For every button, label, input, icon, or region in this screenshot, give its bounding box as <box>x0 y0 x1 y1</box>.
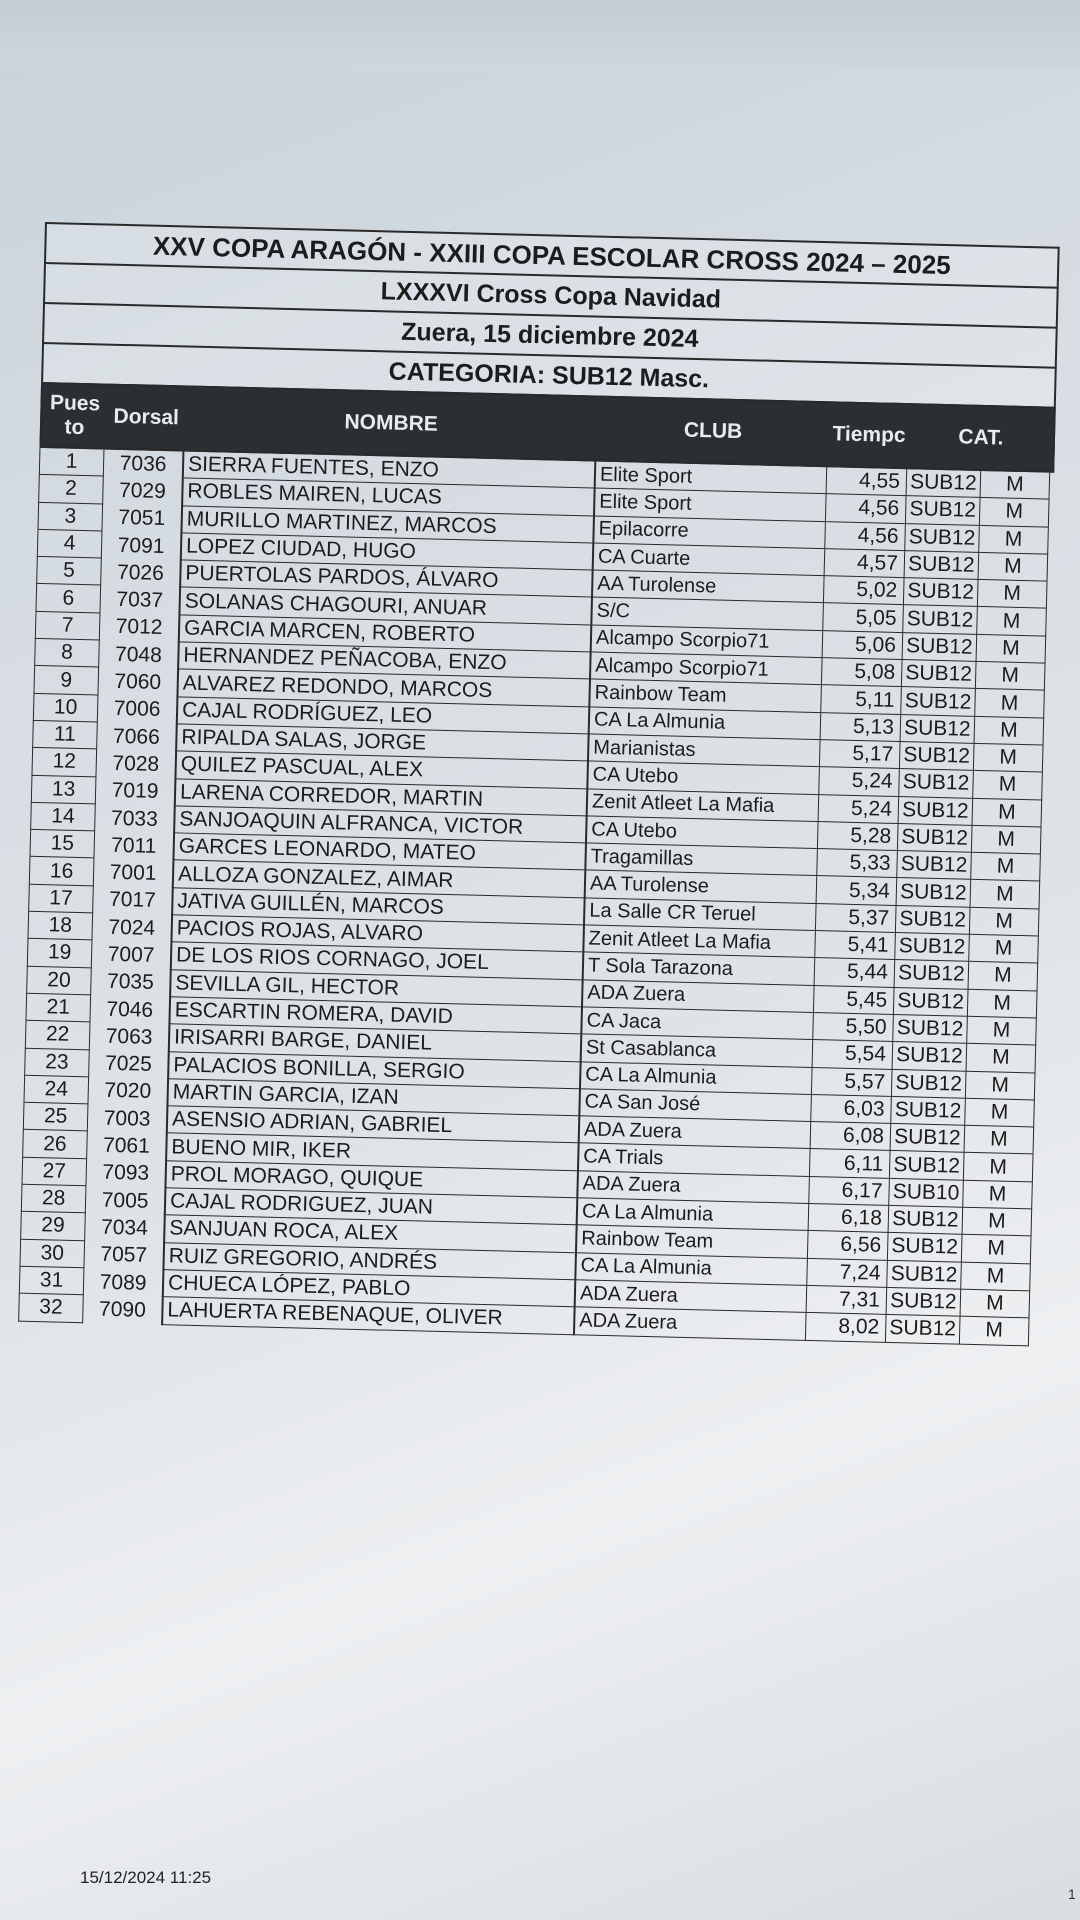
cell-cat: SUB12 <box>896 878 971 907</box>
cell-club: Zenit Atleet La Mafia <box>586 789 819 822</box>
cell-cat: SUB12 <box>894 933 969 962</box>
cell-cat: SUB12 <box>891 1069 966 1098</box>
cell-puesto: 20 <box>26 966 92 995</box>
cell-nombre: PUERTOLAS PARDOS, ÁLVARO <box>179 561 592 598</box>
cell-cat: SUB10 <box>888 1179 963 1208</box>
cell-dorsal: 7036 <box>119 451 167 476</box>
cell-nombre: BUENO MIR, IKER <box>165 1134 578 1171</box>
cell-puesto: 30 <box>19 1239 85 1268</box>
cell-cat: SUB12 <box>894 960 969 989</box>
cell-dorsal: 7006 <box>113 697 161 722</box>
cell-puesto: 14 <box>30 803 96 832</box>
cell-sexo: M <box>962 1180 1033 1209</box>
cell-dorsal: 7024 <box>108 915 156 940</box>
cell-nombre: MURILLO MARTINEZ, MARCOS <box>180 506 593 543</box>
cell-dorsal: 7003 <box>103 1106 151 1131</box>
cell-cat: SUB12 <box>893 988 968 1017</box>
background-band <box>0 0 1080 70</box>
cell-nombre: SIERRA FUENTES, ENZO <box>182 451 595 488</box>
cell-cat: SUB12 <box>886 1260 961 1289</box>
cell-sexo: M <box>964 1099 1035 1128</box>
cell-club: CA Utebo <box>586 762 819 795</box>
cell-nombre: GARCES LEONARDO, MATEO <box>172 833 585 870</box>
cell-club: Rainbow Team <box>575 1226 808 1259</box>
cell-puesto: 3 <box>37 503 103 532</box>
cell-nombre: ALLOZA GONZALEZ, AIMAR <box>172 861 585 898</box>
cell-dorsal: 7048 <box>114 642 163 667</box>
cell-tiempo: 4,56 <box>825 494 906 523</box>
cell-puesto: 27 <box>21 1157 87 1186</box>
cell-dorsal: 7057 <box>100 1242 148 1268</box>
cell-dorsal: 7029 <box>118 478 167 503</box>
cell-club: AA Turolense <box>591 571 824 604</box>
header-tiempo: Tiempc <box>832 422 906 448</box>
cell-club: Epilacorre <box>592 516 825 549</box>
cell-tiempo: 5,02 <box>823 576 904 605</box>
cell-nombre: HERNANDEZ PEÑACOBA, ENZO <box>177 642 590 679</box>
cell-dorsal: 7093 <box>102 1161 150 1186</box>
cell-puesto: 26 <box>22 1130 88 1159</box>
cell-puesto: 5 <box>36 557 102 586</box>
cell-dorsal: 7012 <box>115 615 163 640</box>
cell-sexo: M <box>968 935 1039 964</box>
results-table-body <box>18 448 1054 1346</box>
cell-sexo: M <box>978 553 1049 582</box>
cell-tiempo: 5,17 <box>819 740 900 769</box>
cell-club: Marianistas <box>587 734 820 767</box>
cell-club: Alcampo Scorpio71 <box>589 653 822 686</box>
cell-sexo: M <box>972 771 1043 800</box>
cell-nombre: LARENA CORREDOR, MARTIN <box>174 779 587 816</box>
cell-sexo: M <box>979 498 1050 527</box>
cell-tiempo: 6,11 <box>809 1149 890 1178</box>
cell-nombre: CHUECA LÓPEZ, PABLO <box>162 1270 575 1307</box>
cell-dorsal: 7035 <box>106 970 155 995</box>
cell-sexo: M <box>978 526 1049 555</box>
cell-tiempo: 5,50 <box>812 1013 893 1042</box>
cell-tiempo: 8,02 <box>805 1313 886 1342</box>
cell-sexo: M <box>969 908 1040 937</box>
cell-nombre: CAJAL RODRÍGUEZ, LEO <box>176 697 589 734</box>
cell-club: CA Trials <box>577 1144 810 1177</box>
cell-tiempo: 5,05 <box>822 604 903 633</box>
cell-dorsal: 7063 <box>105 1024 153 1049</box>
cell-cat: SUB12 <box>888 1206 963 1235</box>
cell-sexo: M <box>975 662 1046 691</box>
cell-puesto: 11 <box>32 721 98 750</box>
cell-club: T Sola Tarazona <box>582 953 815 986</box>
cell-sexo: M <box>963 1153 1034 1182</box>
cell-cat: SUB12 <box>900 715 975 744</box>
cell-club: Elite Sport <box>594 461 827 494</box>
cell-dorsal: 7011 <box>110 833 157 858</box>
cell-sexo: M <box>973 744 1044 773</box>
cell-club: ADA Zuera <box>574 1280 807 1313</box>
cell-dorsal: 7026 <box>116 560 165 585</box>
cell-club: CA Utebo <box>585 816 818 849</box>
cell-puesto: 15 <box>29 830 95 859</box>
cell-nombre: ESCARTIN ROMERA, DAVID <box>168 997 581 1034</box>
cell-dorsal: 7046 <box>106 997 154 1022</box>
cell-puesto: 19 <box>27 939 93 968</box>
cell-sexo: M <box>968 962 1039 991</box>
cell-puesto: 9 <box>33 666 99 695</box>
cell-club: CA La Almunia <box>574 1253 807 1286</box>
cell-puesto: 7 <box>35 612 101 641</box>
cell-cat: SUB12 <box>904 551 979 580</box>
cell-dorsal: 7089 <box>99 1270 147 1295</box>
cell-cat: SUB12 <box>906 469 981 498</box>
cell-cat: SUB12 <box>899 742 974 771</box>
cell-tiempo: 5,44 <box>814 958 895 987</box>
cell-tiempo: 7,24 <box>806 1259 887 1288</box>
cell-nombre: SANJOAQUIN ALFRANCA, VICTOR <box>173 806 586 843</box>
cell-puesto: 8 <box>34 639 100 668</box>
cell-puesto: 25 <box>23 1103 89 1132</box>
cell-puesto: 31 <box>19 1267 85 1296</box>
cell-nombre: PACIOS ROJAS, ALVARO <box>170 915 583 952</box>
cell-cat: SUB12 <box>902 633 977 662</box>
cell-dorsal: 7007 <box>107 942 155 967</box>
cell-sexo: M <box>966 1017 1037 1046</box>
cell-sexo: M <box>980 471 1051 500</box>
cell-club: ADA Zuera <box>578 1116 811 1149</box>
cell-tiempo: 5,33 <box>816 849 897 878</box>
cell-club: Elite Sport <box>593 489 826 522</box>
cell-sexo: M <box>976 607 1047 636</box>
cell-dorsal: 7020 <box>104 1079 152 1104</box>
title-date-location: Zuera, 15 diciembre 2024 <box>42 302 1058 367</box>
cell-tiempo: 5,34 <box>816 876 897 905</box>
cell-cat: SUB12 <box>897 824 972 853</box>
cell-club: ADA Zuera <box>573 1307 806 1340</box>
cell-nombre: LOPEZ CIUDAD, HUGO <box>180 533 593 570</box>
cell-tiempo: 5,11 <box>820 685 901 714</box>
cell-nombre: DE LOS RIOS CORNAGO, JOEL <box>170 943 583 980</box>
header-nombre: NOMBRE <box>344 410 439 436</box>
cell-nombre: GARCIA MARCEN, ROBERTO <box>178 615 591 652</box>
cell-puesto: 22 <box>25 1021 91 1050</box>
cell-tiempo: 5,24 <box>818 795 899 824</box>
cell-club: Alcampo Scorpio71 <box>590 625 823 658</box>
cell-puesto: 4 <box>37 530 103 559</box>
cell-sexo: M <box>974 717 1045 746</box>
title-category: CATEGORIA: SUB12 Masc. <box>41 342 1057 407</box>
page-number: 1 <box>1068 1886 1076 1902</box>
cell-dorsal: 7037 <box>116 587 164 613</box>
cell-cat: SUB12 <box>890 1124 965 1153</box>
cell-nombre: ALVAREZ REDONDO, MARCOS <box>176 670 589 707</box>
cell-dorsal: 7017 <box>108 888 157 913</box>
cell-dorsal: 7091 <box>117 533 165 558</box>
cell-tiempo: 7,31 <box>806 1286 887 1315</box>
cell-puesto: 18 <box>27 912 93 941</box>
cell-puesto: 32 <box>18 1294 84 1323</box>
cell-puesto: 29 <box>20 1212 86 1241</box>
cell-cat: SUB12 <box>887 1233 962 1262</box>
cell-tiempo: 6,17 <box>808 1177 889 1206</box>
cell-sexo: M <box>962 1208 1033 1237</box>
cell-dorsal: 7060 <box>114 669 162 694</box>
results-sheet <box>18 222 1060 1346</box>
cell-cat: SUB12 <box>886 1288 961 1317</box>
header-club: CLUB <box>683 418 743 444</box>
cell-nombre: JATIVA GUILLÉN, MARCOS <box>171 888 584 925</box>
cell-tiempo: 5,24 <box>818 767 899 796</box>
cell-tiempo: 5,08 <box>821 658 902 687</box>
cell-club: Tragamillas <box>584 844 817 877</box>
cell-nombre: PROL MORAGO, QUIQUE <box>164 1161 577 1198</box>
cell-tiempo: 5,54 <box>812 1040 893 1069</box>
cell-tiempo: 6,56 <box>807 1231 888 1260</box>
cell-club: Rainbow Team <box>588 680 821 713</box>
header-dorsal: Dorsal <box>113 404 180 430</box>
cell-club: La Salle CR Teruel <box>583 898 816 931</box>
cell-cat: SUB12 <box>890 1097 965 1126</box>
cell-dorsal: 7066 <box>112 724 161 749</box>
cell-club: S/C <box>590 598 823 631</box>
cell-club: CA La Almunia <box>579 1062 812 1095</box>
cell-nombre: SANJUAN ROCA, ALEX <box>163 1216 576 1253</box>
cell-dorsal: 7051 <box>118 506 166 531</box>
cell-tiempo: 5,13 <box>820 713 901 742</box>
cell-puesto: 13 <box>31 775 97 804</box>
cell-sexo: M <box>972 798 1043 827</box>
cell-tiempo: 4,55 <box>826 467 907 496</box>
cell-nombre: ASENSIO ADRIAN, GABRIEL <box>166 1106 579 1143</box>
cell-tiempo: 5,41 <box>814 931 895 960</box>
cell-sexo: M <box>976 635 1047 664</box>
header-cat: CAT. <box>958 425 1004 450</box>
cell-cat: SUB12 <box>898 797 973 826</box>
cell-sexo: M <box>959 1317 1030 1346</box>
cell-dorsal: 7025 <box>104 1051 153 1077</box>
cell-puesto: 1 <box>39 448 105 477</box>
cell-puesto: 21 <box>25 994 91 1023</box>
cell-cat: SUB12 <box>895 906 970 935</box>
cell-sexo: M <box>977 580 1048 609</box>
cell-tiempo: 6,18 <box>808 1204 889 1233</box>
cell-cat: SUB12 <box>904 524 979 553</box>
header-puesto: Pues to <box>49 391 101 440</box>
cell-club: CA Jaca <box>580 1007 813 1040</box>
cell-dorsal: 7034 <box>100 1215 149 1240</box>
cell-puesto: 16 <box>29 857 95 886</box>
cell-cat: SUB12 <box>903 578 978 607</box>
cell-dorsal: 7001 <box>109 860 157 886</box>
cell-club: AA Turolense <box>584 871 817 904</box>
cell-tiempo: 6,03 <box>810 1095 891 1124</box>
title-competition: XXV COPA ARAGÓN - XXIII COPA ESCOLAR CROSS 2024 – 2025 <box>44 222 1060 287</box>
cell-puesto: 12 <box>31 748 97 777</box>
cell-club: ADA Zuera <box>576 1171 809 1204</box>
cell-puesto: 17 <box>28 885 94 914</box>
cell-nombre: PALACIOS BONILLA, SERGIO <box>167 1052 580 1089</box>
cell-dorsal: 7090 <box>98 1297 147 1322</box>
cell-cat: SUB12 <box>896 851 971 880</box>
cell-tiempo: 5,06 <box>822 631 903 660</box>
cell-sexo: M <box>966 1044 1037 1073</box>
cell-sexo: M <box>967 989 1038 1018</box>
cell-nombre: ROBLES MAIREN, LUCAS <box>181 479 594 516</box>
cell-club: CA Cuarte <box>592 543 825 576</box>
cell-tiempo: 5,57 <box>811 1068 892 1097</box>
title-event: LXXXVI Cross Copa Navidad <box>43 262 1059 327</box>
cell-club: CA La Almunia <box>588 707 821 740</box>
cell-nombre: IRISARRI BARGE, DANIEL <box>168 1024 581 1061</box>
cell-nombre: RUIZ GREGORIO, ANDRÉS <box>162 1243 575 1280</box>
cell-cat: SUB12 <box>885 1315 960 1344</box>
cell-cat: SUB12 <box>902 606 977 635</box>
cell-nombre: CAJAL RODRIGUEZ, JUAN <box>164 1188 577 1225</box>
cell-puesto: 6 <box>35 584 101 613</box>
cell-tiempo: 5,28 <box>817 822 898 851</box>
cell-sexo: M <box>974 689 1045 718</box>
cell-sexo: M <box>964 1126 1035 1155</box>
cell-cat: SUB12 <box>898 769 973 798</box>
cell-club: St Casablanca <box>580 1035 813 1068</box>
print-datetime: 15/12/2024 11:25 <box>80 1868 212 1887</box>
cell-nombre: SEVILLA GIL, HECTOR <box>169 970 582 1007</box>
cell-puesto: 2 <box>38 475 104 504</box>
cell-sexo: M <box>961 1235 1032 1264</box>
cell-nombre: QUILEZ PASCUAL, ALEX <box>174 752 587 789</box>
cell-nombre: MARTIN GARCIA, IZAN <box>166 1079 579 1116</box>
cell-cat: SUB12 <box>889 1151 964 1180</box>
cell-sexo: M <box>965 1071 1036 1100</box>
cell-cat: SUB12 <box>892 1042 967 1071</box>
cell-tiempo: 4,56 <box>824 522 905 551</box>
cell-tiempo: 4,57 <box>824 549 905 578</box>
cell-sexo: M <box>971 826 1042 855</box>
cell-cat: SUB12 <box>892 1015 967 1044</box>
cell-club: Zenit Atleet La Mafia <box>582 925 815 958</box>
cell-sexo: M <box>960 1262 1031 1291</box>
cell-puesto: 23 <box>24 1048 90 1077</box>
cell-dorsal: 7061 <box>102 1133 151 1158</box>
cell-puesto: 24 <box>23 1076 89 1105</box>
cell-nombre: RIPALDA SALAS, JORGE <box>175 724 588 761</box>
cell-nombre: LAHUERTA REBENAQUE, OLIVER <box>161 1297 574 1334</box>
cell-dorsal: 7005 <box>101 1188 149 1213</box>
cell-tiempo: 5,37 <box>815 904 896 933</box>
cell-puesto: 10 <box>33 694 99 723</box>
cell-dorsal: 7033 <box>110 806 159 831</box>
cell-club: CA La Almunia <box>576 1198 809 1231</box>
cell-tiempo: 5,45 <box>813 986 894 1015</box>
cell-cat: SUB12 <box>905 496 980 525</box>
cell-dorsal: 7019 <box>111 779 159 804</box>
cell-sexo: M <box>960 1290 1031 1319</box>
cell-cat: SUB12 <box>901 660 976 689</box>
cell-sexo: M <box>970 880 1041 909</box>
cell-club: ADA Zuera <box>581 980 814 1013</box>
cell-club: CA San José <box>578 1089 811 1122</box>
cell-tiempo: 6,08 <box>810 1122 891 1151</box>
cell-puesto: 28 <box>21 1185 87 1214</box>
cell-cat: SUB12 <box>900 687 975 716</box>
cell-sexo: M <box>970 853 1041 882</box>
cell-nombre: SOLANAS CHAGOURI, ANUAR <box>178 588 591 625</box>
cell-dorsal: 7028 <box>112 751 160 776</box>
